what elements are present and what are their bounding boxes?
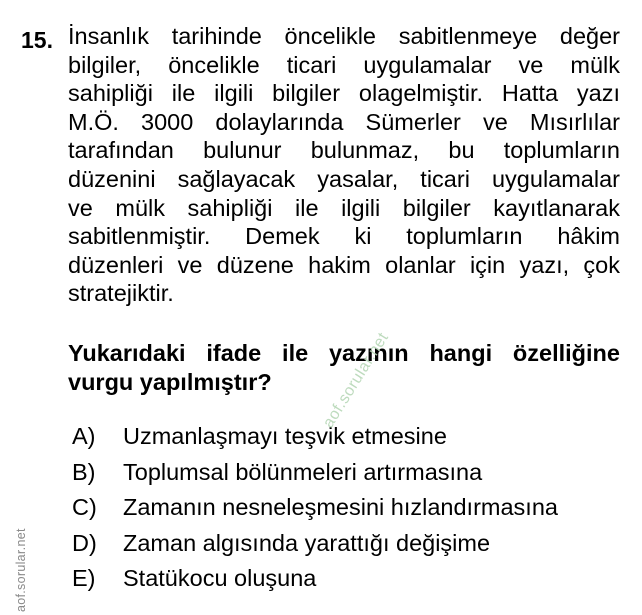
question-stem: [68, 22, 620, 308]
option-text: Uzmanlaşmayı teşvik etmesine: [123, 423, 447, 449]
question-number: 15.: [21, 27, 53, 53]
stem-line: tarafından bulunur bulunmaz, bu toplumların: [68, 137, 620, 164]
prompt-line: vurgu yapılmıştır?: [68, 369, 272, 395]
option-text: Zamanın nesneleşmesini hızlandırmasına: [123, 494, 558, 520]
option-letter: D): [72, 529, 97, 556]
option-text: Zaman algısında yarattığı değişime: [123, 529, 491, 556]
question-prompt: [68, 339, 620, 397]
option-e[interactable]: [68, 562, 628, 598]
stem-line: sabitlenmiştir. Demek ki toplumların hâkim: [68, 223, 620, 250]
prompt-line: Yukarıdaki ifade ile yazının hangi özelliğine: [68, 340, 620, 366]
option-letter: E): [72, 565, 96, 591]
option-c[interactable]: [68, 491, 628, 527]
stem-line: bilgiler, öncelikle ticari uygulamalar ve mülk: [68, 51, 620, 78]
stem-line: ve mülk sahipliği ile ilgili bilgiler kayıtlanarak: [68, 194, 620, 221]
stem-line: düzenleri ve düzene hakim olanlar için yazı, çok: [68, 251, 620, 278]
option-letter: C): [72, 494, 97, 520]
stem-line: İnsanlık tarihinde öncelikle sabitlenmeye değer: [68, 23, 620, 49]
answer-options: [68, 420, 628, 598]
option-text: Toplumsal bölünmeleri artırmasına: [123, 458, 483, 485]
option-letter: A): [72, 423, 96, 449]
option-text: Statükocu oluşuna: [123, 565, 317, 591]
stem-line: sahipliği ile ilgili bilgiler olagelmiştir. Hatta yazı: [68, 80, 620, 107]
option-a[interactable]: [68, 420, 628, 456]
stem-line: düzenini sağlayacak yasalar, ticari uygulamalar: [68, 165, 620, 192]
option-letter: B): [72, 458, 96, 485]
watermark-diagonal: aof.sorular.net: [320, 329, 393, 432]
option-d[interactable]: [68, 527, 628, 563]
option-b[interactable]: [68, 456, 628, 492]
stem-line: stratejiktir.: [68, 280, 174, 307]
stem-line: M.Ö. 3000 dolaylarında Sümerler ve Mısırlılar: [68, 108, 620, 135]
watermark-side: aof.sorular.net: [14, 528, 28, 612]
